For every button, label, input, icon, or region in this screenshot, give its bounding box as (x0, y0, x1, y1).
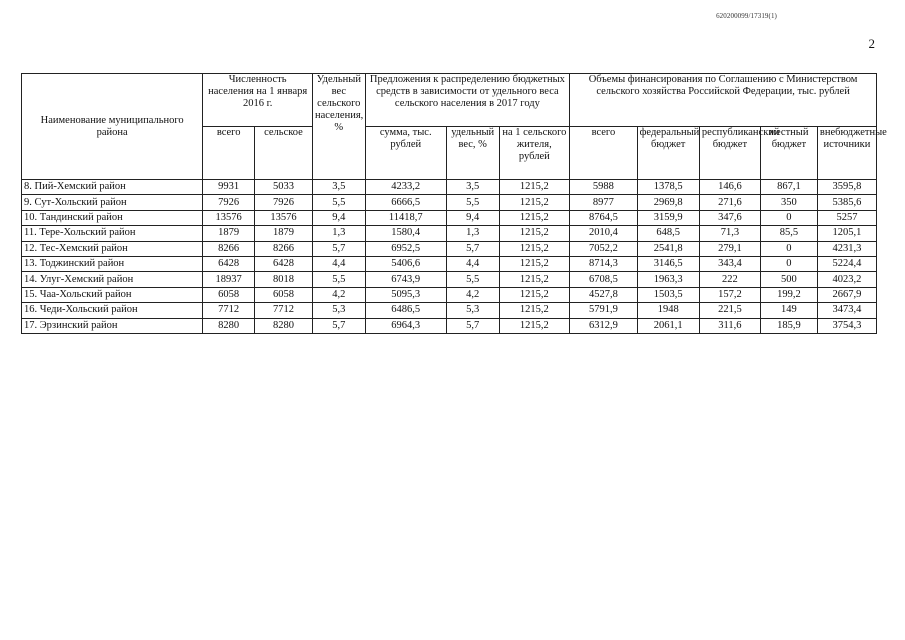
cell: 4,4 (446, 256, 499, 271)
cell: 4,4 (312, 256, 365, 271)
header-fin-extra: внебюджетные источники (817, 127, 876, 180)
cell: 4233,2 (365, 180, 446, 195)
cell: 13576 (203, 210, 255, 225)
cell: 648,5 (637, 226, 699, 241)
cell: 0 (760, 256, 817, 271)
cell: 1963,3 (637, 272, 699, 287)
cell: 6428 (203, 256, 255, 271)
cell-district: 17. Эрзинский район (22, 318, 203, 333)
header-fin-total: всего (570, 127, 637, 180)
header-pop-rural: сельское (254, 127, 312, 180)
cell: 1205,1 (817, 226, 876, 241)
cell: 18937 (203, 272, 255, 287)
cell: 7052,2 (570, 241, 637, 256)
table-row (22, 210, 877, 225)
cell: 11418,7 (365, 210, 446, 225)
cell: 500 (760, 272, 817, 287)
header-financing: Объемы финансирования по Соглашению с Министерством сельского хозяйства Российской Федерации, тыс. рублей (570, 74, 877, 127)
cell: 8280 (203, 318, 255, 333)
cell: 1580,4 (365, 226, 446, 241)
cell: 9,4 (446, 210, 499, 225)
cell: 6058 (203, 287, 255, 302)
cell: 279,1 (699, 241, 760, 256)
cell: 2010,4 (570, 226, 637, 241)
cell: 3,5 (446, 180, 499, 195)
cell: 1,3 (312, 226, 365, 241)
cell: 3754,3 (817, 318, 876, 333)
cell: 311,6 (699, 318, 760, 333)
cell: 343,4 (699, 256, 760, 271)
cell: 8266 (254, 241, 312, 256)
cell: 1879 (203, 226, 255, 241)
table-row (22, 287, 877, 302)
header-pop-total: всего (203, 127, 255, 180)
cell-district: 14. Улуг-Хемский район (22, 272, 203, 287)
cell: 347,6 (699, 210, 760, 225)
cell: 5,7 (312, 318, 365, 333)
cell: 199,2 (760, 287, 817, 302)
table-row (22, 226, 877, 241)
cell: 1378,5 (637, 180, 699, 195)
cell: 5095,3 (365, 287, 446, 302)
cell: 6058 (254, 287, 312, 302)
cell: 0 (760, 241, 817, 256)
cell: 2061,1 (637, 318, 699, 333)
cell: 5,5 (312, 195, 365, 210)
cell-district: 8. Пий-Хемский район (22, 180, 203, 195)
cell: 4,2 (446, 287, 499, 302)
cell: 7926 (203, 195, 255, 210)
cell: 5,3 (446, 303, 499, 318)
cell: 1215,2 (499, 210, 570, 225)
cell: 157,2 (699, 287, 760, 302)
cell-district: 16. Чеди-Хольский район (22, 303, 203, 318)
cell: 6964,3 (365, 318, 446, 333)
cell: 3,5 (312, 180, 365, 195)
cell: 146,6 (699, 180, 760, 195)
cell-district: 12. Тес-Хемский район (22, 241, 203, 256)
cell: 5,5 (446, 272, 499, 287)
header-name: Наименование муниципального района (22, 74, 203, 180)
table-row (22, 195, 877, 210)
cell-district: 11. Тере-Хольский район (22, 226, 203, 241)
cell: 4,2 (312, 287, 365, 302)
cell: 6312,9 (570, 318, 637, 333)
cell: 0 (760, 210, 817, 225)
cell: 5,3 (312, 303, 365, 318)
cell: 7712 (254, 303, 312, 318)
cell: 8018 (254, 272, 312, 287)
cell: 350 (760, 195, 817, 210)
cell: 1215,2 (499, 287, 570, 302)
cell: 1215,2 (499, 256, 570, 271)
header-fin-local: местный бюджет (760, 127, 817, 180)
cell: 5,5 (312, 272, 365, 287)
cell: 1,3 (446, 226, 499, 241)
table-row (22, 318, 877, 333)
cell: 1215,2 (499, 318, 570, 333)
cell: 1215,2 (499, 272, 570, 287)
cell: 6743,9 (365, 272, 446, 287)
cell: 3159,9 (637, 210, 699, 225)
header-prop-sum: сумма, тыс. рублей (365, 127, 446, 180)
cell: 8280 (254, 318, 312, 333)
header-prop-share: удельный вес, % (446, 127, 499, 180)
cell: 8714,3 (570, 256, 637, 271)
cell: 9,4 (312, 210, 365, 225)
header-fin-republic: республиканский бюджет (699, 127, 760, 180)
table-row (22, 303, 877, 318)
cell: 1215,2 (499, 241, 570, 256)
document-id: 620200099/17319(1) (716, 12, 777, 20)
table-row (22, 180, 877, 195)
header-prop-per-resident: на 1 сельского жителя, рублей (499, 127, 570, 180)
header-proposals: Предложения к распределению бюджетных средств в зависимости от удельного веса сельского населения в 2017 году (365, 74, 570, 127)
cell: 3146,5 (637, 256, 699, 271)
cell-district: 15. Чаа-Хольский район (22, 287, 203, 302)
cell: 185,9 (760, 318, 817, 333)
cell: 5257 (817, 210, 876, 225)
cell: 5,7 (312, 241, 365, 256)
cell: 5,5 (446, 195, 499, 210)
cell: 7926 (254, 195, 312, 210)
cell: 7712 (203, 303, 255, 318)
cell: 4527,8 (570, 287, 637, 302)
cell: 149 (760, 303, 817, 318)
cell-district: 9. Сут-Хольский район (22, 195, 203, 210)
cell: 271,6 (699, 195, 760, 210)
cell: 221,5 (699, 303, 760, 318)
cell: 5033 (254, 180, 312, 195)
cell: 3595,8 (817, 180, 876, 195)
cell: 2667,9 (817, 287, 876, 302)
cell: 6486,5 (365, 303, 446, 318)
cell: 1215,2 (499, 226, 570, 241)
cell: 5,7 (446, 318, 499, 333)
cell: 6428 (254, 256, 312, 271)
cell: 2541,8 (637, 241, 699, 256)
cell: 5988 (570, 180, 637, 195)
header-fin-federal: федеральный бюджет (637, 127, 699, 180)
cell: 1503,5 (637, 287, 699, 302)
table-row (22, 256, 877, 271)
cell: 1879 (254, 226, 312, 241)
cell: 1215,2 (499, 195, 570, 210)
cell-district: 10. Тандинский район (22, 210, 203, 225)
cell: 9931 (203, 180, 255, 195)
cell: 1948 (637, 303, 699, 318)
cell: 71,3 (699, 226, 760, 241)
cell: 5,7 (446, 241, 499, 256)
cell: 13576 (254, 210, 312, 225)
cell: 85,5 (760, 226, 817, 241)
cell: 2969,8 (637, 195, 699, 210)
cell: 6708,5 (570, 272, 637, 287)
cell: 4023,2 (817, 272, 876, 287)
cell: 5406,6 (365, 256, 446, 271)
table-row (22, 272, 877, 287)
cell: 222 (699, 272, 760, 287)
header-rural-share: Удельный вес сельского населения, % (312, 74, 365, 180)
cell: 1215,2 (499, 303, 570, 318)
cell: 8764,5 (570, 210, 637, 225)
page-number: 2 (868, 36, 875, 51)
cell: 8977 (570, 195, 637, 210)
cell: 5385,6 (817, 195, 876, 210)
financing-table (21, 73, 887, 334)
cell: 1215,2 (499, 180, 570, 195)
cell: 6952,5 (365, 241, 446, 256)
cell: 867,1 (760, 180, 817, 195)
cell-district: 13. Тоджинский район (22, 256, 203, 271)
cell: 6666,5 (365, 195, 446, 210)
table-row (22, 241, 877, 256)
cell: 5224,4 (817, 256, 876, 271)
cell: 3473,4 (817, 303, 876, 318)
cell: 8266 (203, 241, 255, 256)
cell: 4231,3 (817, 241, 876, 256)
header-population: Численность населения на 1 января 2016 г. (203, 74, 313, 127)
cell: 5791,9 (570, 303, 637, 318)
